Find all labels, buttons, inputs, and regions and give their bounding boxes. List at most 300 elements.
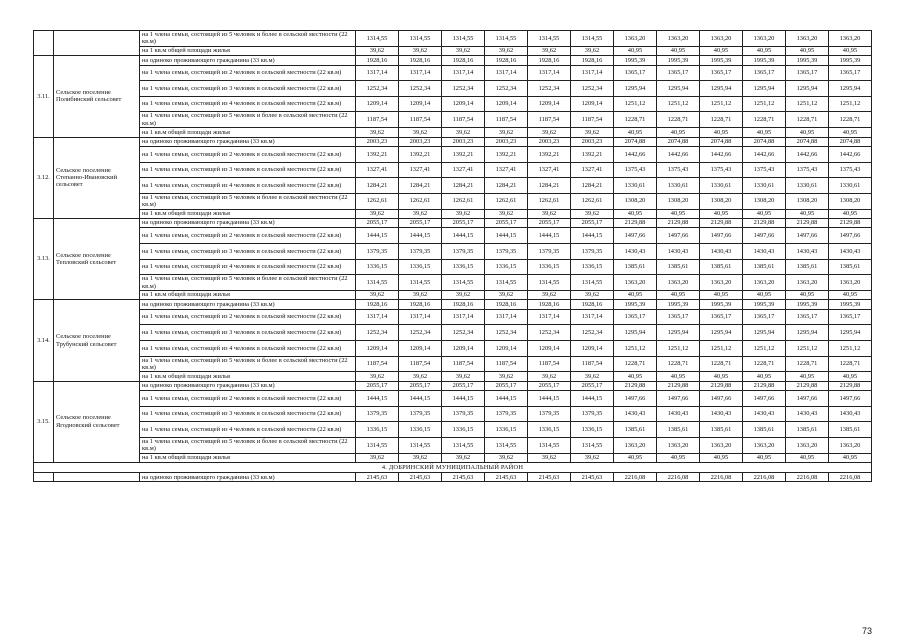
value-cell: 1363,20 <box>657 437 700 453</box>
value-cell: 1262,61 <box>485 193 528 209</box>
value-cell: 1928,16 <box>356 300 399 309</box>
table-row <box>34 473 872 482</box>
value-cell: 1262,61 <box>571 193 614 209</box>
value-cell: 1430,43 <box>657 243 700 259</box>
table-row <box>34 406 872 422</box>
value-cell: 2074,88 <box>614 137 657 146</box>
row-description: на одиноко проживающего гражданина (33 кв.м) <box>140 473 356 482</box>
value-cell: 1336,15 <box>356 422 399 438</box>
value-cell: 1363,20 <box>829 31 872 47</box>
value-cell: 1252,34 <box>528 325 571 341</box>
value-cell: 1317,14 <box>442 309 485 325</box>
value-cell: 1314,55 <box>528 437 571 453</box>
value-cell: 39,62 <box>528 128 571 137</box>
settlement-name-cell <box>54 473 140 482</box>
value-cell: 1308,20 <box>829 193 872 209</box>
value-cell: 39,62 <box>442 128 485 137</box>
value-cell: 1187,54 <box>485 356 528 372</box>
value-cell: 1327,41 <box>399 162 442 178</box>
value-cell: 1295,94 <box>700 81 743 97</box>
value-cell: 40,95 <box>614 453 657 462</box>
value-cell: 1209,14 <box>528 340 571 356</box>
value-cell: 1379,35 <box>571 243 614 259</box>
table-row <box>34 146 872 162</box>
value-cell: 39,62 <box>571 453 614 462</box>
value-cell: 1327,41 <box>528 162 571 178</box>
value-cell: 1228,71 <box>657 112 700 128</box>
value-cell: 2129,88 <box>743 381 786 390</box>
value-cell: 1430,43 <box>614 406 657 422</box>
table-row <box>34 391 872 407</box>
value-cell: 1251,12 <box>786 340 829 356</box>
value-cell: 40,95 <box>829 372 872 381</box>
row-description: на 1 члена семьи, состоящей из 5 человек и более в сельской местности (22 кв.м) <box>140 275 356 291</box>
value-cell: 2145,63 <box>399 473 442 482</box>
value-cell: 1317,14 <box>528 309 571 325</box>
value-cell: 40,95 <box>829 453 872 462</box>
table-row <box>34 422 872 438</box>
value-cell: 1379,35 <box>571 406 614 422</box>
value-cell: 1209,14 <box>571 96 614 112</box>
row-description: на 1 кв.м общей площади жилья <box>140 128 356 137</box>
value-cell: 1379,35 <box>399 406 442 422</box>
value-cell: 1228,71 <box>743 356 786 372</box>
value-cell: 40,95 <box>657 128 700 137</box>
value-cell: 2145,63 <box>571 473 614 482</box>
value-cell: 40,95 <box>786 290 829 299</box>
value-cell: 1444,15 <box>356 228 399 244</box>
value-cell: 39,62 <box>571 209 614 218</box>
table-row <box>34 275 872 291</box>
value-cell: 1252,34 <box>399 325 442 341</box>
value-cell: 1284,21 <box>356 178 399 194</box>
value-cell: 1444,15 <box>442 228 485 244</box>
row-description: на 1 члена семьи, состоящей из 3 человек в сельской местности (22 кв.м) <box>140 81 356 97</box>
value-cell: 1442,66 <box>614 146 657 162</box>
value-cell: 1444,15 <box>442 391 485 407</box>
value-cell: 39,62 <box>442 209 485 218</box>
value-cell: 1995,39 <box>700 300 743 309</box>
value-cell: 1251,12 <box>829 96 872 112</box>
value-cell: 1251,12 <box>614 340 657 356</box>
value-cell: 39,62 <box>399 209 442 218</box>
section-header-row <box>34 463 872 473</box>
row-description: на одиноко проживающего гражданина (33 кв.м) <box>140 218 356 227</box>
value-cell: 1444,15 <box>485 228 528 244</box>
value-cell: 39,62 <box>356 209 399 218</box>
value-cell: 1251,12 <box>743 340 786 356</box>
value-cell: 1379,35 <box>399 243 442 259</box>
value-cell: 1379,35 <box>356 406 399 422</box>
value-cell: 1385,61 <box>700 259 743 275</box>
value-cell: 1430,43 <box>700 406 743 422</box>
value-cell: 1365,17 <box>786 65 829 81</box>
value-cell: 1336,15 <box>485 422 528 438</box>
value-cell: 1314,55 <box>356 31 399 47</box>
value-cell: 1363,20 <box>700 31 743 47</box>
value-cell: 1284,21 <box>485 178 528 194</box>
value-cell: 1430,43 <box>829 243 872 259</box>
value-cell: 1252,34 <box>442 81 485 97</box>
table-row <box>34 46 872 55</box>
value-cell: 1928,16 <box>442 300 485 309</box>
value-cell: 39,62 <box>399 46 442 55</box>
value-cell: 1295,94 <box>743 81 786 97</box>
table-row <box>34 209 872 218</box>
value-cell: 1365,17 <box>657 309 700 325</box>
table-row <box>34 437 872 453</box>
value-cell: 1187,54 <box>528 112 571 128</box>
value-cell: 1228,71 <box>657 356 700 372</box>
settlement-name-cell: Сельское поселение Полибинский сельсовет <box>54 56 140 137</box>
row-description: на 1 члена семьи, состоящей из 4 человек в сельской местности (22 кв.м) <box>140 340 356 356</box>
value-cell: 1330,61 <box>614 178 657 194</box>
value-cell: 1995,39 <box>829 300 872 309</box>
row-number-cell: 3.15. <box>34 381 54 462</box>
table-row <box>34 243 872 259</box>
value-cell: 1444,15 <box>571 228 614 244</box>
value-cell: 1497,66 <box>829 391 872 407</box>
value-cell: 39,62 <box>399 372 442 381</box>
row-number-cell: 3.12. <box>34 137 54 218</box>
value-cell: 1385,61 <box>786 422 829 438</box>
value-cell: 1928,16 <box>399 56 442 65</box>
value-cell: 1187,54 <box>356 356 399 372</box>
value-cell: 1379,35 <box>442 243 485 259</box>
row-description: на одиноко проживающего гражданина (33 кв.м) <box>140 300 356 309</box>
value-cell: 40,95 <box>614 46 657 55</box>
value-cell: 1379,35 <box>528 406 571 422</box>
value-cell: 1385,61 <box>786 259 829 275</box>
value-cell: 1317,14 <box>442 65 485 81</box>
value-cell: 39,62 <box>571 128 614 137</box>
value-cell: 1497,66 <box>614 391 657 407</box>
value-cell: 39,62 <box>485 372 528 381</box>
value-cell: 2216,08 <box>614 473 657 482</box>
value-cell: 1187,54 <box>571 356 614 372</box>
value-cell: 1228,71 <box>614 112 657 128</box>
value-cell: 1995,39 <box>743 300 786 309</box>
value-cell: 1497,66 <box>614 228 657 244</box>
value-cell: 1295,94 <box>786 81 829 97</box>
row-description: на 1 кв.м общей площади жилья <box>140 46 356 55</box>
value-cell: 1363,20 <box>614 437 657 453</box>
value-cell: 1308,20 <box>614 193 657 209</box>
value-cell: 1497,66 <box>743 391 786 407</box>
row-description: на 1 члена семьи, состоящей из 3 человек в сельской местности (22 кв.м) <box>140 162 356 178</box>
value-cell: 1314,55 <box>442 275 485 291</box>
value-cell: 1252,34 <box>528 81 571 97</box>
value-cell: 1327,41 <box>485 162 528 178</box>
value-cell: 1430,43 <box>743 243 786 259</box>
value-cell: 2003,23 <box>399 137 442 146</box>
value-cell: 1308,20 <box>786 193 829 209</box>
value-cell: 39,62 <box>356 453 399 462</box>
value-cell: 1442,66 <box>786 146 829 162</box>
value-cell: 1295,94 <box>743 325 786 341</box>
value-cell: 1317,14 <box>485 65 528 81</box>
value-cell: 1392,21 <box>571 146 614 162</box>
value-cell: 2129,88 <box>743 218 786 227</box>
table-row <box>34 112 872 128</box>
value-cell: 1314,55 <box>442 31 485 47</box>
value-cell: 1187,54 <box>399 356 442 372</box>
value-cell: 1330,61 <box>743 178 786 194</box>
value-cell: 1430,43 <box>657 406 700 422</box>
settlement-name-cell <box>54 31 140 56</box>
value-cell: 2074,88 <box>829 137 872 146</box>
value-cell: 2216,08 <box>743 473 786 482</box>
settlement-name-cell: Сельское поселение Тепловский сельсовет <box>54 218 140 299</box>
tariff-table <box>33 30 872 482</box>
row-description: на 1 члена семьи, состоящей из 2 человек в сельской местности (22 кв.м) <box>140 146 356 162</box>
value-cell: 1385,61 <box>614 422 657 438</box>
value-cell: 1928,16 <box>571 56 614 65</box>
value-cell: 1995,39 <box>657 300 700 309</box>
value-cell: 2003,23 <box>356 137 399 146</box>
value-cell: 1444,15 <box>356 391 399 407</box>
value-cell: 1295,94 <box>657 81 700 97</box>
value-cell: 1995,39 <box>743 56 786 65</box>
value-cell: 2129,88 <box>786 381 829 390</box>
value-cell: 39,62 <box>528 453 571 462</box>
value-cell: 1365,17 <box>614 65 657 81</box>
value-cell: 1187,54 <box>356 112 399 128</box>
value-cell: 1363,20 <box>786 275 829 291</box>
value-cell: 1284,21 <box>528 178 571 194</box>
value-cell: 1295,94 <box>614 81 657 97</box>
value-cell: 1317,14 <box>571 309 614 325</box>
value-cell: 39,62 <box>528 209 571 218</box>
value-cell: 2003,23 <box>485 137 528 146</box>
value-cell: 1442,66 <box>700 146 743 162</box>
value-cell: 39,62 <box>399 290 442 299</box>
value-cell: 1444,15 <box>571 391 614 407</box>
row-description: на 1 члена семьи, состоящей из 3 человек в сельской местности (22 кв.м) <box>140 243 356 259</box>
value-cell: 1363,20 <box>657 31 700 47</box>
value-cell: 1363,20 <box>829 275 872 291</box>
value-cell: 2145,63 <box>442 473 485 482</box>
row-description: на 1 члена семьи, состоящей из 5 человек и более в сельской местности (22 кв.м) <box>140 356 356 372</box>
row-description: на 1 члена семьи, состоящей из 4 человек в сельской местности (22 кв.м) <box>140 96 356 112</box>
value-cell: 1317,14 <box>399 65 442 81</box>
value-cell: 40,95 <box>657 290 700 299</box>
value-cell: 1251,12 <box>700 340 743 356</box>
value-cell: 2003,23 <box>528 137 571 146</box>
value-cell: 1330,61 <box>700 178 743 194</box>
value-cell: 1336,15 <box>571 259 614 275</box>
value-cell: 2055,17 <box>485 381 528 390</box>
value-cell: 1209,14 <box>571 340 614 356</box>
value-cell: 40,95 <box>700 128 743 137</box>
value-cell: 1375,43 <box>829 162 872 178</box>
table-row <box>34 381 872 390</box>
value-cell: 1497,66 <box>700 228 743 244</box>
value-cell: 1252,34 <box>571 81 614 97</box>
value-cell: 2055,17 <box>442 218 485 227</box>
value-cell: 1430,43 <box>786 406 829 422</box>
value-cell: 1385,61 <box>657 259 700 275</box>
value-cell: 1442,66 <box>829 146 872 162</box>
value-cell: 2129,88 <box>614 381 657 390</box>
value-cell: 2145,63 <box>485 473 528 482</box>
settlement-name-cell: Сельское поселение Трубунский сельсовет <box>54 300 140 381</box>
value-cell: 1251,12 <box>829 340 872 356</box>
value-cell: 1228,71 <box>743 112 786 128</box>
value-cell: 1314,55 <box>571 275 614 291</box>
value-cell: 1430,43 <box>786 243 829 259</box>
value-cell: 2055,17 <box>356 381 399 390</box>
value-cell: 1928,16 <box>528 56 571 65</box>
value-cell: 40,95 <box>657 46 700 55</box>
value-cell: 1995,39 <box>657 56 700 65</box>
value-cell: 1251,12 <box>657 340 700 356</box>
value-cell: 1228,71 <box>700 356 743 372</box>
value-cell: 1314,55 <box>485 437 528 453</box>
table-row <box>34 356 872 372</box>
value-cell: 1365,17 <box>700 65 743 81</box>
value-cell: 1375,43 <box>614 162 657 178</box>
value-cell: 2145,63 <box>356 473 399 482</box>
value-cell: 1363,20 <box>786 437 829 453</box>
value-cell: 1430,43 <box>743 406 786 422</box>
value-cell: 39,62 <box>485 46 528 55</box>
value-cell: 1928,16 <box>399 300 442 309</box>
value-cell: 1314,55 <box>528 275 571 291</box>
value-cell: 2129,88 <box>829 218 872 227</box>
value-cell: 1928,16 <box>356 56 399 65</box>
value-cell: 39,62 <box>485 209 528 218</box>
value-cell: 1251,12 <box>700 96 743 112</box>
value-cell: 1284,21 <box>442 178 485 194</box>
value-cell: 1187,54 <box>571 112 614 128</box>
value-cell: 1209,14 <box>399 340 442 356</box>
value-cell: 1187,54 <box>442 356 485 372</box>
value-cell: 40,95 <box>743 46 786 55</box>
value-cell: 1385,61 <box>700 422 743 438</box>
value-cell: 39,62 <box>528 46 571 55</box>
row-description: на 1 кв.м общей площади жилья <box>140 209 356 218</box>
value-cell: 40,95 <box>743 209 786 218</box>
value-cell: 1295,94 <box>614 325 657 341</box>
value-cell: 40,95 <box>743 372 786 381</box>
value-cell: 1314,55 <box>356 437 399 453</box>
value-cell: 2055,17 <box>571 218 614 227</box>
table-row <box>34 56 872 65</box>
value-cell: 1209,14 <box>485 96 528 112</box>
value-cell: 1365,17 <box>829 65 872 81</box>
value-cell: 1330,61 <box>786 178 829 194</box>
value-cell: 1187,54 <box>399 112 442 128</box>
value-cell: 1497,66 <box>829 228 872 244</box>
table-body <box>34 31 872 482</box>
table-row <box>34 162 872 178</box>
value-cell: 1444,15 <box>399 228 442 244</box>
value-cell: 2074,88 <box>657 137 700 146</box>
value-cell: 1314,55 <box>485 31 528 47</box>
value-cell: 1327,41 <box>356 162 399 178</box>
value-cell: 1252,34 <box>442 325 485 341</box>
value-cell: 40,95 <box>829 209 872 218</box>
row-number-cell: 3.13. <box>34 218 54 299</box>
value-cell: 1444,15 <box>485 391 528 407</box>
value-cell: 1295,94 <box>829 325 872 341</box>
value-cell: 1497,66 <box>657 228 700 244</box>
value-cell: 39,62 <box>356 372 399 381</box>
value-cell: 1317,14 <box>356 309 399 325</box>
value-cell: 1228,71 <box>786 356 829 372</box>
value-cell: 1262,61 <box>356 193 399 209</box>
value-cell: 2055,17 <box>528 218 571 227</box>
value-cell: 1228,71 <box>829 356 872 372</box>
value-cell: 1336,15 <box>399 259 442 275</box>
value-cell: 1336,15 <box>571 422 614 438</box>
value-cell: 1262,61 <box>442 193 485 209</box>
table-row <box>34 193 872 209</box>
value-cell: 1284,21 <box>571 178 614 194</box>
row-description: на 1 члена семьи, состоящей из 5 человек и более в сельской местности (22 кв.м) <box>140 112 356 128</box>
value-cell: 1379,35 <box>485 243 528 259</box>
value-cell: 2055,17 <box>399 218 442 227</box>
value-cell: 1497,66 <box>786 228 829 244</box>
value-cell: 2129,88 <box>700 381 743 390</box>
row-description: на 1 члена семьи, состоящей из 2 человек в сельской местности (22 кв.м) <box>140 391 356 407</box>
value-cell: 1295,94 <box>700 325 743 341</box>
value-cell: 1928,16 <box>485 56 528 65</box>
value-cell: 1995,39 <box>786 300 829 309</box>
row-number-cell <box>34 473 54 482</box>
value-cell: 1444,15 <box>399 391 442 407</box>
value-cell: 2074,88 <box>743 137 786 146</box>
value-cell: 1365,17 <box>743 65 786 81</box>
value-cell: 40,95 <box>829 46 872 55</box>
value-cell: 2055,17 <box>528 381 571 390</box>
value-cell: 1209,14 <box>442 96 485 112</box>
value-cell: 40,95 <box>743 453 786 462</box>
value-cell: 1385,61 <box>657 422 700 438</box>
value-cell: 39,62 <box>485 128 528 137</box>
value-cell: 39,62 <box>571 372 614 381</box>
value-cell: 1363,20 <box>829 437 872 453</box>
value-cell: 1365,17 <box>700 309 743 325</box>
value-cell: 39,62 <box>442 453 485 462</box>
value-cell: 1228,71 <box>786 112 829 128</box>
value-cell: 1252,34 <box>399 81 442 97</box>
value-cell: 1363,20 <box>743 31 786 47</box>
value-cell: 40,95 <box>614 209 657 218</box>
value-cell: 1295,94 <box>829 81 872 97</box>
value-cell: 1308,20 <box>657 193 700 209</box>
value-cell: 1330,61 <box>829 178 872 194</box>
table-row <box>34 228 872 244</box>
value-cell: 40,95 <box>614 290 657 299</box>
value-cell: 1228,71 <box>700 112 743 128</box>
value-cell: 1327,41 <box>571 162 614 178</box>
value-cell: 1209,14 <box>399 96 442 112</box>
table-row <box>34 309 872 325</box>
value-cell: 39,62 <box>356 128 399 137</box>
value-cell: 2129,88 <box>786 218 829 227</box>
value-cell: 1497,66 <box>657 391 700 407</box>
value-cell: 1430,43 <box>700 243 743 259</box>
value-cell: 1365,17 <box>614 309 657 325</box>
value-cell: 1363,20 <box>743 437 786 453</box>
value-cell: 1317,14 <box>399 309 442 325</box>
value-cell: 1995,39 <box>700 56 743 65</box>
value-cell: 1363,20 <box>614 275 657 291</box>
table-row <box>34 300 872 309</box>
table-row <box>34 372 872 381</box>
